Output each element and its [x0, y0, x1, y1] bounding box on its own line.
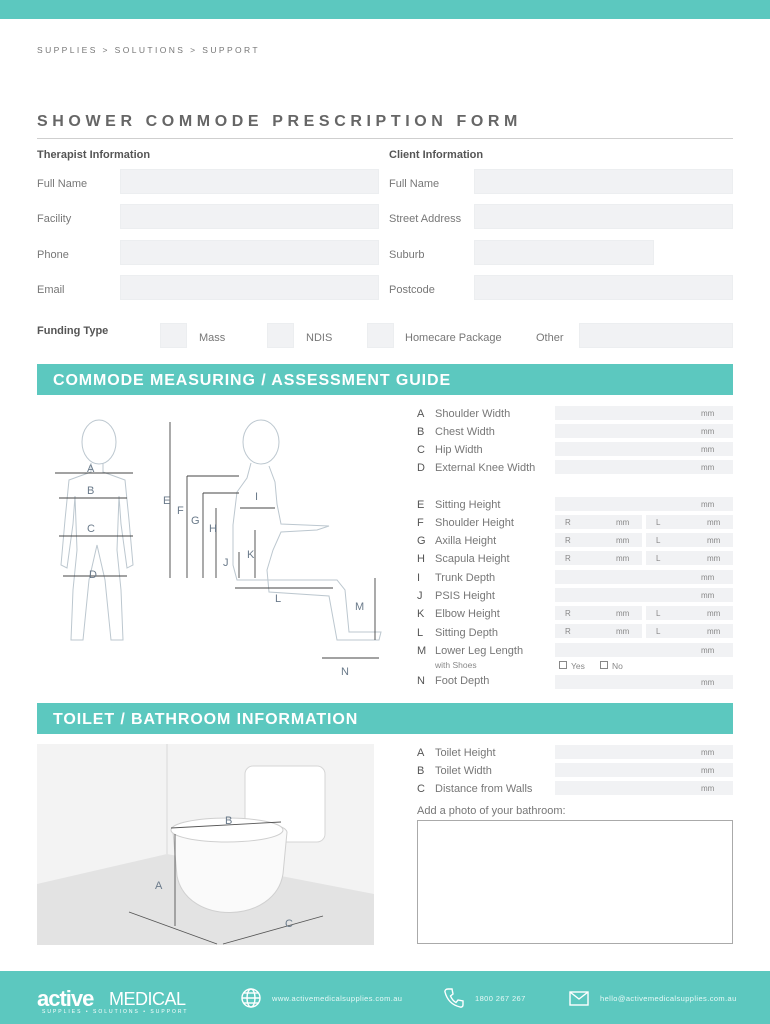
measurement-letter: E — [417, 499, 425, 511]
therapist-facility-label: Facility — [37, 213, 72, 225]
toilet-section-heading: TOILET / BATHROOM INFORMATION — [37, 703, 733, 734]
toilet-label-c: C — [285, 918, 293, 930]
measurement-row-b — [417, 426, 557, 440]
measurement-name: Shoulder Height — [435, 517, 514, 529]
client-postcode-label: Postcode — [389, 284, 435, 296]
measurement-letter: B — [417, 426, 425, 438]
measurement-name: Hip Width — [435, 444, 483, 456]
client-name-field[interactable] — [474, 169, 733, 194]
diagram-label-m: M — [355, 601, 365, 613]
measurement-name: Shoulder Width — [435, 408, 511, 420]
funding-mass-label: Mass — [199, 332, 226, 344]
measurement-name: Elbow Height — [435, 608, 500, 620]
measurement-letter: H — [417, 553, 425, 565]
unit-label: mm — [701, 591, 715, 600]
toilet-measurement-name: Toilet Width — [435, 765, 492, 777]
diagram-label-e: E — [163, 495, 171, 507]
unit-label: mm — [701, 500, 715, 509]
toilet-row-c — [417, 783, 557, 797]
toilet-row-b — [417, 765, 557, 779]
client-postcode-field[interactable] — [474, 275, 733, 300]
measurement-name: External Knee Width — [435, 462, 536, 474]
measurement-letter: G — [417, 535, 426, 547]
unit-label: mm — [701, 766, 715, 775]
commode-section-heading: COMMODE MEASURING / ASSESSMENT GUIDE — [37, 364, 733, 395]
measurement-letter: N — [417, 675, 425, 687]
measurement-row-k — [417, 608, 557, 622]
client-name-label: Full Name — [389, 178, 440, 190]
diagram-label-n: N — [341, 666, 349, 678]
globe-icon — [240, 987, 262, 1009]
with-shoes-label: with Shoes — [435, 660, 477, 670]
unit-label: mm — [701, 784, 715, 793]
client-suburb-field[interactable] — [474, 240, 654, 265]
client-address-label: Street Address — [389, 213, 462, 225]
toilet-row-a — [417, 747, 557, 761]
measurement-row-h — [417, 553, 557, 567]
measurement-row-i — [417, 572, 557, 586]
measurement-row-a — [417, 408, 557, 422]
unit-label: mm — [616, 518, 630, 527]
diagram-label-l: L — [275, 593, 282, 605]
unit-label: mm — [701, 748, 715, 757]
measurement-row-n — [417, 675, 557, 689]
client-suburb-label: Suburb — [389, 249, 425, 261]
phone-icon — [443, 987, 465, 1009]
toilet-illustration — [37, 744, 374, 945]
right-label: R — [565, 627, 571, 636]
logo-tagline: SUPPLIES • SOLUTIONS • SUPPORT — [42, 1009, 189, 1015]
unit-label: mm — [707, 609, 721, 618]
measurement-name: Sitting Height — [435, 499, 501, 511]
funding-mass-checkbox[interactable] — [160, 323, 187, 348]
right-label: R — [565, 536, 571, 545]
unit-label: mm — [701, 573, 715, 582]
left-label: L — [656, 554, 661, 563]
diagram-label-i: I — [255, 491, 259, 503]
unit-label: mm — [616, 609, 630, 618]
measurement-name: Foot Depth — [435, 675, 490, 687]
diagram-label-a: A — [87, 463, 95, 475]
therapist-facility-field[interactable] — [120, 204, 379, 229]
therapist-name-label: Full Name — [37, 178, 88, 190]
measurement-name: Sitting Depth — [435, 627, 498, 639]
measurement-row-d — [417, 462, 557, 476]
funding-ndis-label: NDIS — [306, 332, 333, 344]
with-shoes-no-checkbox[interactable] — [600, 661, 608, 669]
diagram-label-d: D — [89, 569, 97, 581]
unit-label: mm — [701, 445, 715, 454]
diagram-label-c: C — [87, 523, 95, 535]
therapist-name-field[interactable] — [120, 169, 379, 194]
measurement-letter: A — [417, 408, 425, 420]
diagram-label-b: B — [87, 485, 95, 497]
therapist-phone-field[interactable] — [120, 240, 379, 265]
unit-label: mm — [707, 554, 721, 563]
measurement-name: Lower Leg Length — [435, 645, 524, 657]
unit-label: mm — [616, 554, 630, 563]
measurement-name: Chest Width — [435, 426, 495, 438]
left-label: L — [656, 518, 661, 527]
measurement-name: PSIS Height — [435, 590, 495, 602]
client-address-field[interactable] — [474, 204, 733, 229]
with-shoes-yes-label: Yes — [571, 661, 585, 671]
footer-website[interactable]: www.activemedicalsupplies.com.au — [272, 994, 403, 1003]
measurement-row-j — [417, 590, 557, 604]
footer-phone[interactable]: 1800 267 267 — [475, 994, 526, 1003]
measurement-name: Trunk Depth — [435, 572, 496, 584]
logo-medical: MEDICAL — [109, 989, 186, 1009]
measurement-letter: D — [417, 462, 425, 474]
funding-other-field[interactable] — [579, 323, 733, 348]
measurement-row-f — [417, 517, 557, 531]
funding-ndis-checkbox[interactable] — [267, 323, 294, 348]
toilet-letter: A — [417, 747, 425, 759]
funding-other-label: Other — [536, 332, 564, 344]
unit-label: mm — [616, 627, 630, 636]
top-accent-bar — [0, 0, 770, 19]
unit-label: mm — [616, 536, 630, 545]
measurement-row-e — [417, 499, 557, 513]
unit-label: mm — [707, 627, 721, 636]
body-diagram-svg — [37, 400, 407, 696]
measurement-row-c — [417, 444, 557, 458]
body-measurement-diagram — [37, 400, 407, 696]
toilet-illustration-svg — [37, 744, 374, 945]
unit-label: mm — [701, 678, 715, 687]
measurement-letter: C — [417, 444, 425, 456]
right-label: R — [565, 554, 571, 563]
therapist-heading: Therapist Information — [37, 149, 151, 161]
toilet-measurement-name: Toilet Height — [435, 747, 496, 759]
measurement-row-l — [417, 627, 557, 641]
toilet-letter: B — [417, 765, 425, 777]
unit-label: mm — [707, 536, 721, 545]
diagram-label-f: F — [177, 505, 184, 517]
measurement-letter: M — [417, 645, 427, 657]
bathroom-photo-upload[interactable] — [417, 820, 733, 944]
funding-homecare-checkbox[interactable] — [367, 323, 394, 348]
left-label: L — [656, 536, 661, 545]
measurement-letter: F — [417, 517, 424, 529]
title-divider — [37, 138, 733, 139]
measurement-letter: K — [417, 608, 425, 620]
measurement-letter: L — [417, 627, 424, 639]
measurement-row-m — [417, 645, 557, 659]
unit-label: mm — [701, 409, 715, 418]
measurement-name: Axilla Height — [435, 535, 497, 547]
toilet-letter: C — [417, 783, 425, 795]
funding-type-label: Funding Type — [37, 325, 109, 337]
page-title: SHOWER COMMODE PRESCRIPTION FORM — [37, 113, 522, 130]
funding-homecare-label: Homecare Package — [405, 332, 502, 344]
therapist-email-label: Email — [37, 284, 65, 296]
unit-label: mm — [701, 427, 715, 436]
footer-email[interactable]: hello@activemedicalsupplies.com.au — [600, 994, 737, 1003]
diagram-label-h: H — [209, 523, 217, 535]
unit-label: mm — [701, 463, 715, 472]
therapist-phone-label: Phone — [37, 249, 69, 261]
measurement-letter: I — [417, 572, 421, 584]
measurement-letter: J — [417, 590, 423, 602]
client-heading: Client Information — [389, 149, 484, 161]
toilet-measurement-name: Distance from Walls — [435, 783, 533, 795]
photo-upload-prompt: Add a photo of your bathroom: — [417, 805, 566, 817]
toilet-label-b: B — [225, 815, 233, 827]
diagram-label-g: G — [191, 515, 200, 527]
right-label: R — [565, 518, 571, 527]
measurement-row-g — [417, 535, 557, 549]
unit-label: mm — [707, 518, 721, 527]
toilet-label-a: A — [155, 880, 163, 892]
left-label: L — [656, 609, 661, 618]
logo-active: active — [37, 986, 94, 1011]
with-shoes-yes-checkbox[interactable] — [559, 661, 567, 669]
tagline: SUPPLIES > SOLUTIONS > SUPPORT — [37, 45, 261, 55]
footer — [0, 971, 770, 1024]
with-shoes-no-label: No — [612, 661, 623, 671]
diagram-label-k: K — [247, 549, 255, 561]
measurement-name: Scapula Height — [435, 553, 510, 565]
left-label: L — [656, 627, 661, 636]
email-icon — [568, 987, 590, 1009]
right-label: R — [565, 609, 571, 618]
therapist-email-field[interactable] — [120, 275, 379, 300]
diagram-label-j: J — [223, 557, 229, 569]
unit-label: mm — [701, 646, 715, 655]
